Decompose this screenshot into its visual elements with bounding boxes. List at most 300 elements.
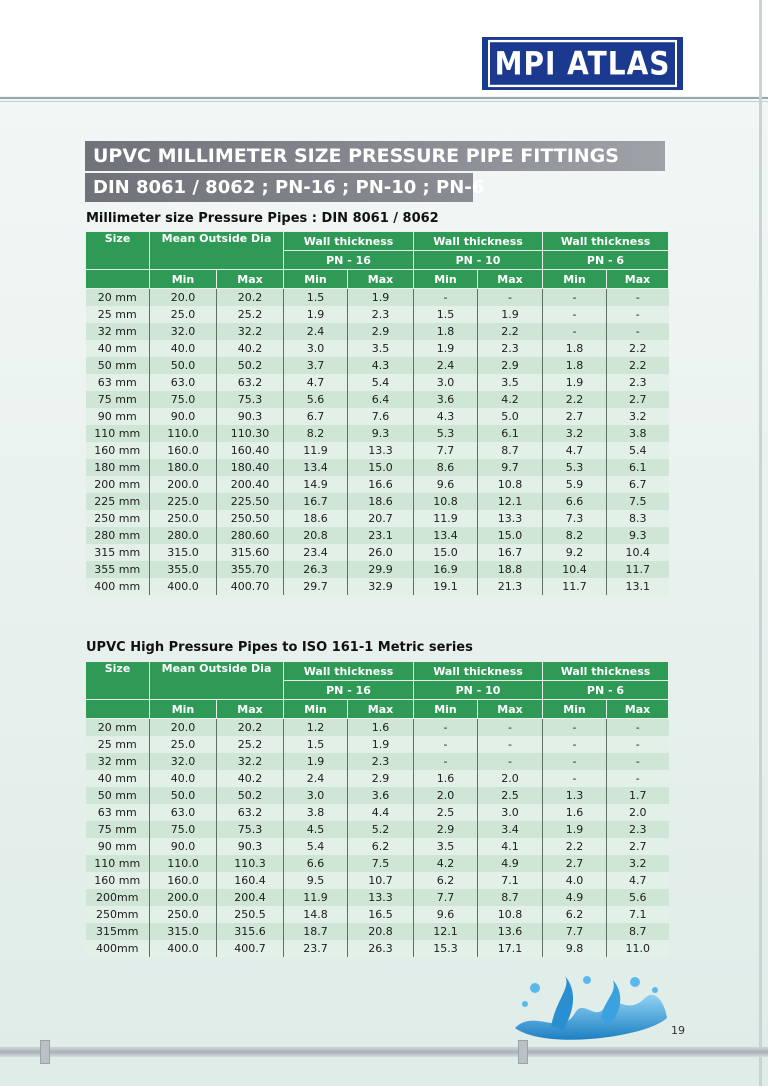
value-cell: 6.6 bbox=[543, 493, 607, 510]
value-cell: 13.3 bbox=[348, 889, 414, 906]
value-cell: 16.7 bbox=[478, 544, 543, 561]
value-cell: 160.4 bbox=[217, 872, 284, 889]
value-cell: 4.1 bbox=[478, 838, 543, 855]
value-cell: 9.6 bbox=[414, 476, 478, 493]
value-cell: 50.2 bbox=[217, 357, 284, 374]
value-cell: 63.2 bbox=[217, 804, 284, 821]
water-splash-icon bbox=[505, 968, 670, 1050]
value-cell: 4.9 bbox=[478, 855, 543, 872]
value-cell: 400.7 bbox=[217, 940, 284, 957]
col-header-max: Max bbox=[348, 700, 414, 719]
value-cell: 20.2 bbox=[217, 719, 284, 737]
page-subtitle: DIN 8061 / 8062 ; PN-16 ; PN-10 ; PN-6 bbox=[85, 173, 473, 202]
value-cell: 10.8 bbox=[414, 493, 478, 510]
table-row bbox=[86, 561, 669, 578]
value-cell: 15.0 bbox=[414, 544, 478, 561]
value-cell: 2.2 bbox=[543, 838, 607, 855]
value-cell: - bbox=[478, 719, 543, 737]
value-cell: 3.8 bbox=[284, 804, 348, 821]
value-cell: 8.2 bbox=[543, 527, 607, 544]
value-cell: 13.3 bbox=[478, 510, 543, 527]
size-cell: 20 mm bbox=[86, 289, 150, 307]
value-cell: 4.3 bbox=[414, 408, 478, 425]
col-header-wall-pn6: Wall thickness bbox=[543, 232, 669, 251]
value-cell: - bbox=[607, 736, 669, 753]
size-cell: 32 mm bbox=[86, 753, 150, 770]
value-cell: - bbox=[607, 323, 669, 340]
value-cell: 2.5 bbox=[478, 787, 543, 804]
value-cell: - bbox=[414, 719, 478, 737]
value-cell: 200.0 bbox=[150, 476, 217, 493]
value-cell: 1.7 bbox=[607, 787, 669, 804]
value-cell: 90.3 bbox=[217, 408, 284, 425]
value-cell: 10.8 bbox=[478, 906, 543, 923]
table-row bbox=[86, 923, 669, 940]
table-row bbox=[86, 408, 669, 425]
col-header-size-blank bbox=[86, 700, 150, 719]
col-header-pn16: PN - 16 bbox=[284, 681, 414, 700]
value-cell: 90.0 bbox=[150, 838, 217, 855]
value-cell: 110.30 bbox=[217, 425, 284, 442]
value-cell: 6.4 bbox=[348, 391, 414, 408]
col-header-max: Max bbox=[607, 700, 669, 719]
value-cell: - bbox=[543, 770, 607, 787]
table-row bbox=[86, 906, 669, 923]
table-row bbox=[86, 736, 669, 753]
value-cell: 12.1 bbox=[478, 493, 543, 510]
value-cell: 3.6 bbox=[348, 787, 414, 804]
value-cell: 1.9 bbox=[284, 306, 348, 323]
value-cell: 26.0 bbox=[348, 544, 414, 561]
value-cell: 8.7 bbox=[607, 923, 669, 940]
value-cell: 50.0 bbox=[150, 787, 217, 804]
value-cell: 16.7 bbox=[284, 493, 348, 510]
value-cell: 5.9 bbox=[543, 476, 607, 493]
value-cell: - bbox=[607, 770, 669, 787]
value-cell: 13.4 bbox=[284, 459, 348, 476]
value-cell: 6.2 bbox=[348, 838, 414, 855]
value-cell: 3.5 bbox=[414, 838, 478, 855]
value-cell: - bbox=[607, 753, 669, 770]
col-header-pn16: PN - 16 bbox=[284, 251, 414, 270]
value-cell: 2.3 bbox=[607, 821, 669, 838]
value-cell: 7.1 bbox=[607, 906, 669, 923]
value-cell: 8.6 bbox=[414, 459, 478, 476]
table-row bbox=[86, 821, 669, 838]
value-cell: 110.0 bbox=[150, 855, 217, 872]
size-cell: 225 mm bbox=[86, 493, 150, 510]
col-header-wall-pn16: Wall thickness bbox=[284, 232, 414, 251]
value-cell: 63.2 bbox=[217, 374, 284, 391]
table-row bbox=[86, 306, 669, 323]
value-cell: 8.3 bbox=[607, 510, 669, 527]
value-cell: 9.3 bbox=[607, 527, 669, 544]
value-cell: 16.6 bbox=[348, 476, 414, 493]
value-cell: 280.60 bbox=[217, 527, 284, 544]
value-cell: 2.2 bbox=[607, 340, 669, 357]
value-cell: 18.8 bbox=[478, 561, 543, 578]
size-cell: 200mm bbox=[86, 889, 150, 906]
value-cell: 3.7 bbox=[284, 357, 348, 374]
value-cell: 3.6 bbox=[414, 391, 478, 408]
value-cell: 2.7 bbox=[607, 391, 669, 408]
value-cell: 8.7 bbox=[478, 442, 543, 459]
value-cell: 1.5 bbox=[414, 306, 478, 323]
value-cell: 6.7 bbox=[284, 408, 348, 425]
value-cell: 10.4 bbox=[607, 544, 669, 561]
value-cell: 5.6 bbox=[607, 889, 669, 906]
value-cell: 26.3 bbox=[348, 940, 414, 957]
value-cell: 11.9 bbox=[284, 442, 348, 459]
value-cell: 40.2 bbox=[217, 770, 284, 787]
table-row bbox=[86, 855, 669, 872]
value-cell: 3.0 bbox=[478, 804, 543, 821]
table-row bbox=[86, 753, 669, 770]
value-cell: 5.4 bbox=[284, 838, 348, 855]
value-cell: 1.6 bbox=[543, 804, 607, 821]
value-cell: 2.4 bbox=[414, 357, 478, 374]
value-cell: 2.3 bbox=[348, 306, 414, 323]
value-cell: 2.9 bbox=[414, 821, 478, 838]
value-cell: 315.6 bbox=[217, 923, 284, 940]
table-row bbox=[86, 442, 669, 459]
table-row bbox=[86, 425, 669, 442]
value-cell: - bbox=[607, 306, 669, 323]
value-cell: 2.9 bbox=[478, 357, 543, 374]
size-cell: 32 mm bbox=[86, 323, 150, 340]
value-cell: 160.0 bbox=[150, 872, 217, 889]
value-cell: 400.0 bbox=[150, 578, 217, 595]
value-cell: - bbox=[414, 736, 478, 753]
col-header-max: Max bbox=[217, 700, 284, 719]
value-cell: 14.8 bbox=[284, 906, 348, 923]
value-cell: 4.4 bbox=[348, 804, 414, 821]
value-cell: 63.0 bbox=[150, 804, 217, 821]
value-cell: 280.0 bbox=[150, 527, 217, 544]
value-cell: 6.7 bbox=[607, 476, 669, 493]
table-row bbox=[86, 787, 669, 804]
value-cell: 2.3 bbox=[348, 753, 414, 770]
table-row bbox=[86, 357, 669, 374]
col-header-min: Min bbox=[414, 270, 478, 289]
value-cell: 25.2 bbox=[217, 306, 284, 323]
value-cell: 355.70 bbox=[217, 561, 284, 578]
value-cell: 1.3 bbox=[543, 787, 607, 804]
value-cell: 9.2 bbox=[543, 544, 607, 561]
size-cell: 400mm bbox=[86, 940, 150, 957]
value-cell: 250.0 bbox=[150, 510, 217, 527]
value-cell: 20.8 bbox=[348, 923, 414, 940]
header-divider bbox=[0, 97, 768, 99]
value-cell: 6.2 bbox=[543, 906, 607, 923]
table1-title: Millimeter size Pressure Pipes : DIN 8061 / 8062 bbox=[86, 211, 439, 226]
value-cell: 180.0 bbox=[150, 459, 217, 476]
value-cell: 7.1 bbox=[478, 872, 543, 889]
col-header-min: Min bbox=[150, 270, 217, 289]
col-header-max: Max bbox=[217, 270, 284, 289]
table-row bbox=[86, 459, 669, 476]
col-header-size: Size bbox=[86, 232, 150, 270]
value-cell: 5.3 bbox=[543, 459, 607, 476]
footer-pipe-joint bbox=[518, 1040, 528, 1064]
value-cell: 1.9 bbox=[543, 374, 607, 391]
value-cell: 15.0 bbox=[348, 459, 414, 476]
value-cell: 10.7 bbox=[348, 872, 414, 889]
value-cell: 13.1 bbox=[607, 578, 669, 595]
value-cell: 7.5 bbox=[607, 493, 669, 510]
value-cell: 13.3 bbox=[348, 442, 414, 459]
size-cell: 40 mm bbox=[86, 340, 150, 357]
value-cell: 110.0 bbox=[150, 425, 217, 442]
value-cell: 1.9 bbox=[348, 289, 414, 307]
value-cell: 1.5 bbox=[284, 736, 348, 753]
value-cell: 225.0 bbox=[150, 493, 217, 510]
value-cell: 13.4 bbox=[414, 527, 478, 544]
value-cell: 315.60 bbox=[217, 544, 284, 561]
value-cell: 3.0 bbox=[284, 340, 348, 357]
value-cell: 2.2 bbox=[478, 323, 543, 340]
value-cell: - bbox=[607, 289, 669, 307]
col-header-wall-pn10: Wall thickness bbox=[414, 662, 543, 681]
table-row bbox=[86, 323, 669, 340]
value-cell: 8.2 bbox=[284, 425, 348, 442]
value-cell: 50.0 bbox=[150, 357, 217, 374]
table-row bbox=[86, 719, 669, 737]
value-cell: 75.3 bbox=[217, 391, 284, 408]
table-row bbox=[86, 838, 669, 855]
value-cell: 4.9 bbox=[543, 889, 607, 906]
value-cell: 20.0 bbox=[150, 289, 217, 307]
table-row bbox=[86, 476, 669, 493]
value-cell: 7.6 bbox=[348, 408, 414, 425]
value-cell: - bbox=[607, 719, 669, 737]
size-cell: 25 mm bbox=[86, 306, 150, 323]
col-header-mean-od: Mean Outside Dia bbox=[150, 662, 284, 700]
table-row bbox=[86, 578, 669, 595]
value-cell: 25.0 bbox=[150, 306, 217, 323]
value-cell: 2.4 bbox=[284, 770, 348, 787]
value-cell: 315.0 bbox=[150, 923, 217, 940]
value-cell: 6.1 bbox=[478, 425, 543, 442]
size-cell: 315mm bbox=[86, 923, 150, 940]
size-cell: 40 mm bbox=[86, 770, 150, 787]
value-cell: 90.0 bbox=[150, 408, 217, 425]
value-cell: 250.50 bbox=[217, 510, 284, 527]
size-cell: 110 mm bbox=[86, 425, 150, 442]
value-cell: 18.7 bbox=[284, 923, 348, 940]
value-cell: - bbox=[543, 736, 607, 753]
value-cell: 19.1 bbox=[414, 578, 478, 595]
value-cell: 5.2 bbox=[348, 821, 414, 838]
value-cell: 5.4 bbox=[348, 374, 414, 391]
value-cell: 2.0 bbox=[414, 787, 478, 804]
table-row bbox=[86, 770, 669, 787]
value-cell: 21.3 bbox=[478, 578, 543, 595]
value-cell: 9.6 bbox=[414, 906, 478, 923]
value-cell: 15.0 bbox=[478, 527, 543, 544]
value-cell: 16.9 bbox=[414, 561, 478, 578]
value-cell: - bbox=[543, 323, 607, 340]
value-cell: 13.6 bbox=[478, 923, 543, 940]
value-cell: 8.7 bbox=[478, 889, 543, 906]
value-cell: - bbox=[543, 289, 607, 307]
value-cell: 2.0 bbox=[607, 804, 669, 821]
size-cell: 25 mm bbox=[86, 736, 150, 753]
value-cell: 75.0 bbox=[150, 391, 217, 408]
value-cell: 15.3 bbox=[414, 940, 478, 957]
page-number: 19 bbox=[671, 1024, 685, 1037]
value-cell: 3.2 bbox=[607, 408, 669, 425]
value-cell: 3.2 bbox=[543, 425, 607, 442]
col-header-max: Max bbox=[348, 270, 414, 289]
value-cell: 20.7 bbox=[348, 510, 414, 527]
col-header-mean-od: Mean Outside Dia bbox=[150, 232, 284, 270]
col-header-pn10: PN - 10 bbox=[414, 681, 543, 700]
value-cell: 1.8 bbox=[543, 340, 607, 357]
table-row bbox=[86, 340, 669, 357]
value-cell: - bbox=[414, 289, 478, 307]
value-cell: 40.0 bbox=[150, 770, 217, 787]
col-header-pn10: PN - 10 bbox=[414, 251, 543, 270]
value-cell: 10.4 bbox=[543, 561, 607, 578]
value-cell: 20.2 bbox=[217, 289, 284, 307]
table-row bbox=[86, 527, 669, 544]
table-row bbox=[86, 493, 669, 510]
value-cell: 4.7 bbox=[607, 872, 669, 889]
value-cell: 355.0 bbox=[150, 561, 217, 578]
value-cell: 7.7 bbox=[414, 442, 478, 459]
value-cell: 29.7 bbox=[284, 578, 348, 595]
size-cell: 75 mm bbox=[86, 821, 150, 838]
col-header-min: Min bbox=[150, 700, 217, 719]
col-header-wall-pn6: Wall thickness bbox=[543, 662, 669, 681]
value-cell: 18.6 bbox=[348, 493, 414, 510]
value-cell: 2.7 bbox=[607, 838, 669, 855]
col-header-max: Max bbox=[478, 700, 543, 719]
value-cell: 25.2 bbox=[217, 736, 284, 753]
table-row bbox=[86, 374, 669, 391]
col-header-max: Max bbox=[478, 270, 543, 289]
value-cell: 5.3 bbox=[414, 425, 478, 442]
value-cell: 7.5 bbox=[348, 855, 414, 872]
value-cell: 5.0 bbox=[478, 408, 543, 425]
size-cell: 200 mm bbox=[86, 476, 150, 493]
table-row bbox=[86, 289, 669, 307]
value-cell: - bbox=[478, 289, 543, 307]
value-cell: 12.1 bbox=[414, 923, 478, 940]
size-cell: 63 mm bbox=[86, 804, 150, 821]
col-header-min: Min bbox=[543, 270, 607, 289]
value-cell: 32.2 bbox=[217, 753, 284, 770]
din-pipe-table bbox=[85, 231, 669, 595]
iso-pipe-table bbox=[85, 661, 669, 957]
size-cell: 63 mm bbox=[86, 374, 150, 391]
col-header-size-blank bbox=[86, 270, 150, 289]
size-cell: 355 mm bbox=[86, 561, 150, 578]
size-cell: 160 mm bbox=[86, 872, 150, 889]
value-cell: 1.9 bbox=[414, 340, 478, 357]
value-cell: 26.3 bbox=[284, 561, 348, 578]
value-cell: 3.5 bbox=[348, 340, 414, 357]
table-row bbox=[86, 872, 669, 889]
size-cell: 315 mm bbox=[86, 544, 150, 561]
table-row bbox=[86, 804, 669, 821]
value-cell: 50.2 bbox=[217, 787, 284, 804]
value-cell: 5.4 bbox=[607, 442, 669, 459]
size-cell: 90 mm bbox=[86, 408, 150, 425]
value-cell: 2.5 bbox=[414, 804, 478, 821]
col-header-wall-pn10: Wall thickness bbox=[414, 232, 543, 251]
value-cell: 25.0 bbox=[150, 736, 217, 753]
value-cell: 200.4 bbox=[217, 889, 284, 906]
value-cell: 20.8 bbox=[284, 527, 348, 544]
value-cell: - bbox=[543, 306, 607, 323]
col-header-max: Max bbox=[607, 270, 669, 289]
value-cell: 4.0 bbox=[543, 872, 607, 889]
value-cell: 400.70 bbox=[217, 578, 284, 595]
size-cell: 400 mm bbox=[86, 578, 150, 595]
value-cell: 1.8 bbox=[543, 357, 607, 374]
value-cell: 250.5 bbox=[217, 906, 284, 923]
value-cell: 1.5 bbox=[284, 289, 348, 307]
value-cell: 400.0 bbox=[150, 940, 217, 957]
value-cell: 7.7 bbox=[543, 923, 607, 940]
size-cell: 20 mm bbox=[86, 719, 150, 737]
value-cell: 18.6 bbox=[284, 510, 348, 527]
value-cell: 4.7 bbox=[284, 374, 348, 391]
value-cell: 9.7 bbox=[478, 459, 543, 476]
value-cell: 6.2 bbox=[414, 872, 478, 889]
value-cell: 9.3 bbox=[348, 425, 414, 442]
col-header-size: Size bbox=[86, 662, 150, 700]
value-cell: 32.0 bbox=[150, 753, 217, 770]
value-cell: 40.2 bbox=[217, 340, 284, 357]
size-cell: 180 mm bbox=[86, 459, 150, 476]
value-cell: 2.7 bbox=[543, 408, 607, 425]
value-cell: 23.4 bbox=[284, 544, 348, 561]
value-cell: 2.7 bbox=[543, 855, 607, 872]
value-cell: 14.9 bbox=[284, 476, 348, 493]
value-cell: 32.9 bbox=[348, 578, 414, 595]
value-cell: 75.3 bbox=[217, 821, 284, 838]
table-row bbox=[86, 940, 669, 957]
value-cell: 75.0 bbox=[150, 821, 217, 838]
value-cell: 110.3 bbox=[217, 855, 284, 872]
value-cell: 4.2 bbox=[478, 391, 543, 408]
value-cell: - bbox=[543, 753, 607, 770]
col-header-pn6: PN - 6 bbox=[543, 251, 669, 270]
value-cell: 2.3 bbox=[607, 374, 669, 391]
brand-logo-text: MPI ATLAS bbox=[488, 40, 677, 87]
col-header-min: Min bbox=[284, 270, 348, 289]
value-cell: 5.6 bbox=[284, 391, 348, 408]
value-cell: 7.7 bbox=[414, 889, 478, 906]
value-cell: 160.0 bbox=[150, 442, 217, 459]
size-cell: 50 mm bbox=[86, 787, 150, 804]
value-cell: 1.9 bbox=[478, 306, 543, 323]
value-cell: 1.2 bbox=[284, 719, 348, 737]
col-header-min: Min bbox=[543, 700, 607, 719]
size-cell: 110 mm bbox=[86, 855, 150, 872]
value-cell: 90.3 bbox=[217, 838, 284, 855]
value-cell: 29.9 bbox=[348, 561, 414, 578]
size-cell: 160 mm bbox=[86, 442, 150, 459]
value-cell: - bbox=[478, 753, 543, 770]
value-cell: - bbox=[414, 753, 478, 770]
value-cell: 20.0 bbox=[150, 719, 217, 737]
footer-pipe-bar bbox=[0, 1047, 768, 1057]
value-cell: 3.0 bbox=[284, 787, 348, 804]
